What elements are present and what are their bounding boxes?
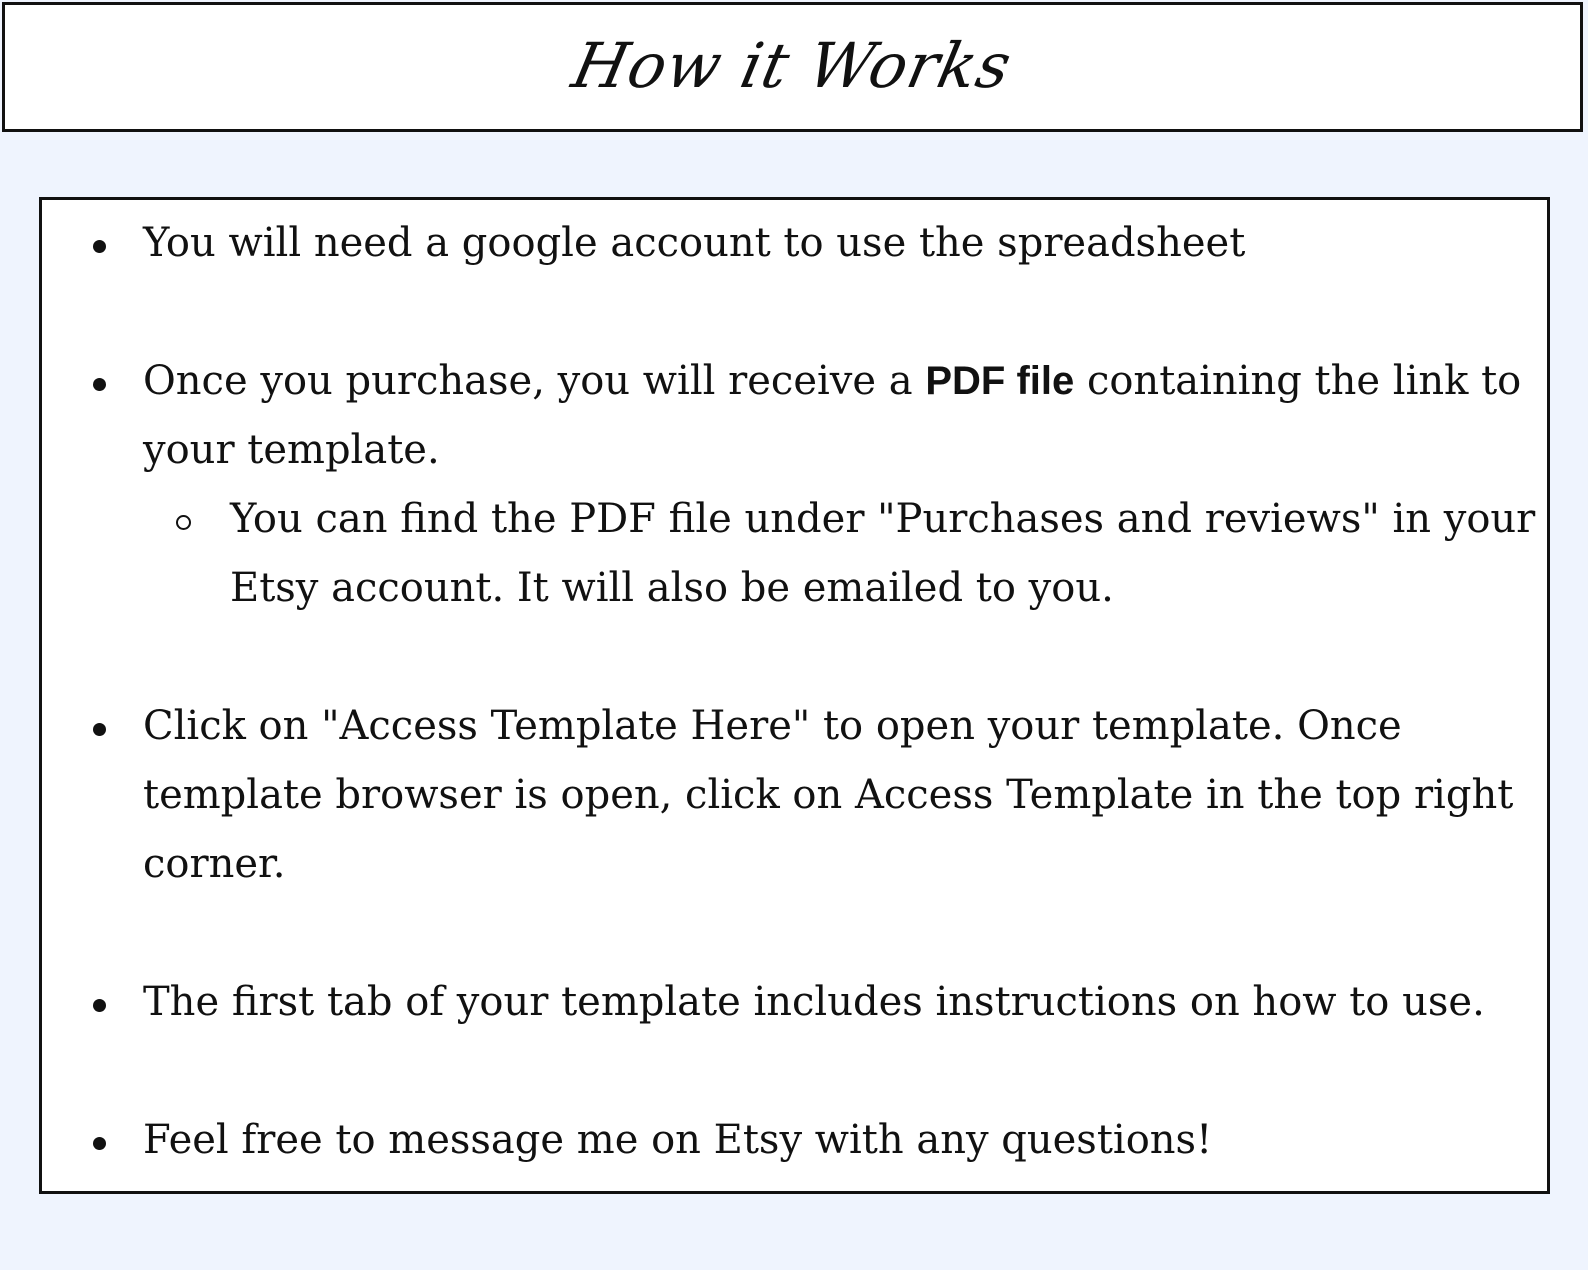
header-box	[2, 2, 1583, 132]
instructions-box	[39, 197, 1550, 1194]
sub-item-pdf-location-line2: Etsy account. It will also be emailed to you.	[230, 565, 1114, 611]
list-item-access-template-line2: template browser is open, click on Access Template in the top right	[143, 772, 1514, 818]
list-item-access-template: Click on "Access Template Here" to open your template. Once	[143, 703, 1402, 749]
bullet-icon	[93, 723, 106, 736]
purchase-text-end: containing the link to	[1074, 358, 1522, 404]
sub-bullet-icon	[176, 515, 191, 530]
bullet-icon	[93, 240, 106, 253]
list-item-first-tab: The first tab of your template includes instructions on how to use.	[143, 979, 1485, 1025]
bullet-icon	[93, 378, 106, 391]
bullet-icon	[93, 999, 106, 1012]
list-item-access-template-line3: corner.	[143, 841, 286, 887]
sub-item-pdf-location: You can find the PDF file under "Purchases and reviews" in your	[230, 496, 1536, 542]
list-item-account: You will need a google account to use the spreadsheet	[143, 220, 1246, 266]
list-item-message: Feel free to message me on Etsy with any questions!	[143, 1117, 1213, 1163]
list-item-purchase	[143, 357, 1521, 405]
list-item-purchase-line2: your template.	[143, 427, 440, 473]
page-title: How it Works	[566, 28, 1019, 102]
bullet-icon	[93, 1137, 106, 1150]
purchase-text-start: Once you purchase, you will receive a	[143, 358, 926, 404]
pdf-file-emphasis: PDF file	[925, 359, 1075, 403]
